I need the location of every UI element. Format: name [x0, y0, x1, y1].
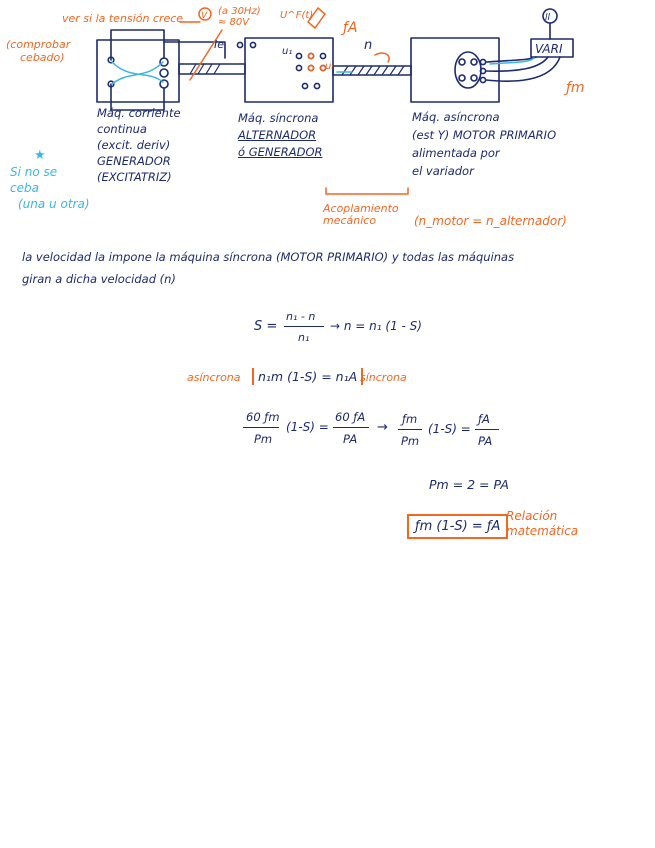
coupling-line: Acoplamiento: [323, 202, 399, 215]
shaft-dc-sync: [179, 64, 245, 74]
dc-terminal-icon: [160, 69, 168, 77]
check-priming-line: (comprobar: [6, 38, 71, 51]
check-voltage-note: ver si la tensión crece: [62, 12, 184, 25]
side-note-line: (una u otra): [18, 197, 90, 211]
fraction-bar: [475, 429, 499, 430]
async-terminal-icon: [471, 59, 477, 65]
freq2-mid: (1-S) =: [428, 422, 471, 436]
sync-terminal-orange: [309, 54, 314, 59]
speed-match-equation: n₁m (1-S) = n₁A: [252, 368, 363, 385]
field-current-label: Ie: [214, 38, 225, 51]
freq2-den-right: PA: [478, 434, 493, 448]
slip-lhs: S =: [254, 319, 278, 334]
freq-num-left: 60 ƒm: [246, 410, 280, 424]
sync-terminal-icon: [314, 83, 319, 88]
voltmeter-label: V: [201, 11, 208, 21]
frequency-m-label: ƒm: [566, 80, 585, 96]
sync-label-line: ALTERNADOR: [238, 128, 317, 142]
speed-equality: (n_motor = n_alternador): [414, 214, 567, 228]
sync-side-label: síncrona: [360, 371, 407, 384]
freq-mid: (1-S) =: [286, 420, 329, 434]
sync-label-line: Máq. síncrona: [238, 111, 319, 125]
dc-label-line: Máq. corriente: [97, 106, 181, 120]
phase-voltage-label: U^F(t): [280, 10, 314, 21]
freq-den-left: Pm: [254, 432, 273, 446]
freq2-num-left: ƒm: [402, 412, 418, 426]
dc-label-line: GENERADOR: [97, 154, 171, 168]
star-icon: ★: [34, 148, 46, 163]
side-note-line: Si no se: [10, 165, 58, 179]
async-label-line: alimentada por: [412, 146, 500, 160]
freq2-num-right: ƒA: [478, 412, 490, 426]
async-label-line: el variador: [412, 164, 474, 178]
coupling-label: [323, 203, 399, 227]
freq-num-right: 60 ƒA: [335, 410, 366, 424]
dc-terminal-icon: [160, 58, 168, 66]
async-terminal-icon: [480, 59, 485, 64]
poles-equation: Pm = 2 = PA: [429, 477, 509, 492]
async-terminal-icon: [480, 77, 485, 82]
terminal-ul-label: uₗ: [325, 61, 333, 72]
async-terminal-icon: [459, 59, 465, 65]
final-relation: ƒm (1-S) = ƒA: [407, 514, 508, 539]
final-label-line: matemática: [506, 524, 579, 538]
voltage-line: ≈ 80V: [218, 17, 250, 28]
sync-terminal-icon: [237, 42, 242, 47]
check-priming-note: [6, 38, 70, 64]
check-priming-line: cebado): [20, 51, 65, 64]
sync-terminal-icon: [250, 42, 255, 47]
sync-label-line: ó GENERADOR: [238, 145, 323, 159]
fraction-bar: [333, 427, 369, 428]
dc-internal-wiring: [111, 30, 164, 60]
async-label-line: Máq. asíncrona: [412, 110, 500, 124]
side-note-line: ceba: [10, 181, 39, 195]
freq-den-right: PA: [343, 432, 358, 446]
sync-terminal-icon: [296, 65, 301, 70]
freq-line: (a 30Hz): [218, 6, 261, 17]
dc-label-line: (EXCITATRIZ): [97, 170, 172, 184]
speed-label: n: [364, 38, 373, 53]
sync-machine-label: [238, 110, 323, 161]
dc-machine-label: [97, 105, 181, 185]
freq-voltage-note: [218, 6, 261, 28]
sync-terminal-orange: [309, 66, 314, 71]
speed-statement: [22, 246, 514, 290]
async-machine-label: [412, 108, 556, 180]
dc-label-line: (excit. deriv): [97, 138, 171, 152]
meter-label: ll: [545, 13, 551, 23]
priming-side-note: [10, 148, 90, 212]
frequency-a-label: ƒA: [343, 20, 358, 36]
fraction-bar: [243, 427, 279, 428]
async-terminal-icon: [459, 75, 465, 81]
sync-terminal-icon: [296, 53, 301, 58]
dc-field-cross: [112, 62, 163, 84]
sync-terminal-icon: [302, 83, 307, 88]
sync-terminal-icon: [320, 53, 325, 58]
async-side-label: asíncrona: [187, 371, 241, 384]
statement-line: la velocidad la impone la máquina síncrona (MOTOR PRIMARIO) y todas las máquinas: [22, 250, 515, 264]
slip-denominator: n₁: [298, 331, 310, 344]
slip-numerator: n₁ - n: [286, 310, 316, 323]
rotation-arrow: [375, 53, 389, 62]
fraction-bar: [284, 326, 324, 327]
async-terminal-icon: [480, 68, 485, 73]
dc-label-line: continua: [97, 122, 147, 136]
statement-line: giran a dicha velocidad (n): [22, 272, 176, 286]
fraction-bar: [398, 429, 422, 430]
coupling-line: mecánico: [323, 214, 377, 227]
variador-label: VARI: [535, 42, 563, 56]
terminal-u1-label: u₁: [282, 46, 293, 57]
coupling-bracket: [326, 188, 408, 194]
slip-result: → n = n₁ (1 - S): [330, 319, 422, 333]
final-label-line: Relación: [506, 509, 558, 523]
final-relation-label: [506, 509, 578, 539]
async-rotor-icon: [455, 52, 481, 88]
async-label-line: (est Y) MOTOR PRIMARIO: [412, 128, 557, 142]
async-terminal-icon: [471, 75, 477, 81]
freq2-den-left: Pm: [401, 434, 420, 448]
freq-arrow: →: [377, 420, 388, 435]
